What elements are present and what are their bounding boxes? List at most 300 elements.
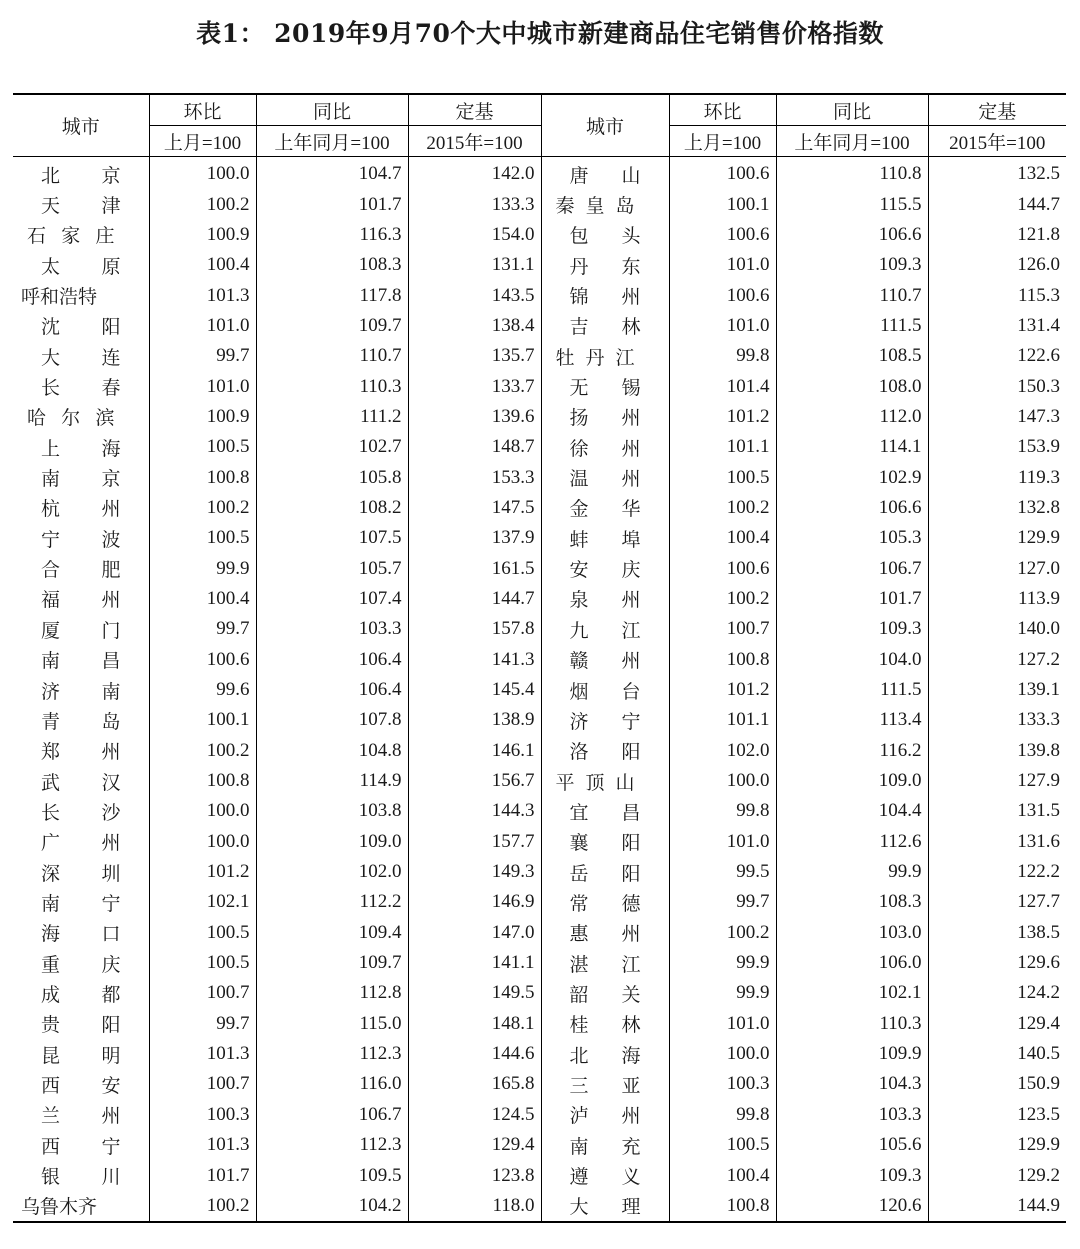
city-name: 济 南 <box>41 680 121 703</box>
city-name: 福 州 <box>41 589 121 612</box>
city-name-cell <box>541 736 669 766</box>
city-name-cell <box>541 705 669 735</box>
city-name-cell <box>541 341 669 371</box>
city-name-cell <box>541 523 669 553</box>
mom-base-header: 上月=100 <box>669 126 776 157</box>
mom-value: 102.0 <box>669 736 776 766</box>
table-row <box>13 675 1066 705</box>
fixed-value: 131.5 <box>1017 800 1060 822</box>
fixed-value: 131.6 <box>1017 830 1060 852</box>
city-name-cell <box>13 220 149 250</box>
fixed-value: 132.8 <box>1017 496 1060 518</box>
city-name: 沈 阳 <box>41 316 121 339</box>
city-name: 蚌 埠 <box>569 528 641 551</box>
mom-value: 99.8 <box>669 341 776 371</box>
city-name: 秦 皇 岛 <box>555 195 635 218</box>
mom-value: 100.2 <box>149 189 256 219</box>
yoy-value: 109.7 <box>256 948 408 978</box>
city-name-cell <box>13 584 149 614</box>
table-row <box>13 766 1066 796</box>
yoy-value: 109.3 <box>776 1160 928 1190</box>
fixed-value: 124.2 <box>1017 982 1060 1004</box>
yoy-value: 103.8 <box>256 796 408 826</box>
yoy-value: 108.0 <box>776 371 928 401</box>
mom-value: 100.5 <box>149 948 256 978</box>
yoy-value: 112.6 <box>776 827 928 857</box>
yoy-value: 115.0 <box>256 1009 408 1039</box>
mom-value: 101.3 <box>149 1130 256 1160</box>
table-row <box>13 1100 1066 1130</box>
mom-value: 99.5 <box>669 857 776 887</box>
table-row <box>13 705 1066 735</box>
fixed-value: 122.2 <box>1017 861 1060 883</box>
mom-value: 99.6 <box>149 675 256 705</box>
yoy-value: 102.9 <box>776 462 928 492</box>
yoy-value: 108.5 <box>776 341 928 371</box>
fixed-value: 147.5 <box>408 493 541 523</box>
fixed-value: 148.1 <box>408 1009 541 1039</box>
table-row <box>13 918 1066 948</box>
city-name-cell <box>13 1191 149 1222</box>
city-name-cell <box>541 402 669 432</box>
header-row-2 <box>13 126 1066 157</box>
city-name-cell <box>13 371 149 401</box>
table-row <box>13 462 1066 492</box>
yoy-value: 110.3 <box>776 1009 928 1039</box>
yoy-value: 109.3 <box>776 250 928 280</box>
table-row <box>13 1069 1066 1099</box>
table-row <box>13 371 1066 401</box>
table-row <box>13 1039 1066 1069</box>
yoy-base-header: 上年同月=100 <box>256 126 408 157</box>
city-name: 常 德 <box>569 892 641 915</box>
city-name: 宁 波 <box>41 528 121 551</box>
city-name: 南 昌 <box>41 650 121 673</box>
city-name-cell <box>13 857 149 887</box>
fixed-value: 127.0 <box>1017 557 1060 579</box>
fixed-value: 139.6 <box>408 402 541 432</box>
city-name: 昆 明 <box>41 1044 121 1067</box>
mom-value: 101.4 <box>669 371 776 401</box>
yoy-value: 108.3 <box>256 250 408 280</box>
table-row <box>13 523 1066 553</box>
fixed-value: 148.7 <box>408 432 541 462</box>
yoy-value: 106.6 <box>776 493 928 523</box>
yoy-value: 112.8 <box>256 978 408 1008</box>
yoy-value: 101.7 <box>256 189 408 219</box>
city-name: 锦 州 <box>569 286 641 309</box>
mom-value: 101.0 <box>669 250 776 280</box>
mom-value: 99.7 <box>149 341 256 371</box>
city-name: 无 锡 <box>569 377 641 400</box>
city-name: 贵 阳 <box>41 1014 121 1037</box>
yoy-value: 108.2 <box>256 493 408 523</box>
city-name: 银 川 <box>41 1166 121 1189</box>
mom-value: 100.6 <box>669 157 776 190</box>
yoy-value: 103.0 <box>776 918 928 948</box>
fixed-value: 157.8 <box>408 614 541 644</box>
city-name-cell <box>13 948 149 978</box>
yoy-base-header: 上年同月=100 <box>776 126 928 157</box>
city-name-cell <box>13 827 149 857</box>
city-name-cell <box>541 918 669 948</box>
yoy-value: 111.2 <box>256 402 408 432</box>
fixed-value: 133.3 <box>408 189 541 219</box>
city-name: 扬 州 <box>569 407 641 430</box>
fixed-value: 131.4 <box>1017 314 1060 336</box>
city-name: 乌鲁木齐 <box>21 1196 98 1219</box>
fixed-value: 127.2 <box>1017 648 1060 670</box>
fixed-value: 113.9 <box>1017 587 1060 609</box>
fixed-value: 141.3 <box>408 645 541 675</box>
yoy-value: 106.4 <box>256 645 408 675</box>
city-name-cell <box>541 189 669 219</box>
mom-value: 100.8 <box>669 1191 776 1222</box>
mom-value: 100.2 <box>149 1191 256 1222</box>
yoy-value: 112.2 <box>256 887 408 917</box>
city-name-cell <box>13 311 149 341</box>
mom-value: 100.4 <box>149 250 256 280</box>
city-name-cell <box>13 1009 149 1039</box>
yoy-value: 120.6 <box>776 1191 928 1222</box>
yoy-value: 110.7 <box>256 341 408 371</box>
mom-value: 101.2 <box>669 402 776 432</box>
city-name-cell <box>13 1130 149 1160</box>
yoy-value: 109.0 <box>776 766 928 796</box>
fixed-value: 129.9 <box>1017 1134 1060 1156</box>
mom-value: 100.6 <box>149 645 256 675</box>
fixed-value: 149.5 <box>408 978 541 1008</box>
city-name: 太 原 <box>41 255 121 278</box>
yoy-value: 111.5 <box>776 311 928 341</box>
city-name-cell <box>13 1039 149 1069</box>
table-row <box>13 250 1066 280</box>
yoy-value: 111.5 <box>776 675 928 705</box>
city-name-cell <box>541 1160 669 1190</box>
city-header: 城市 <box>541 94 669 157</box>
fixed-value: 127.9 <box>1017 770 1060 792</box>
mom-base-header: 上月=100 <box>149 126 256 157</box>
mom-value: 100.4 <box>669 1160 776 1190</box>
yoy-value: 105.6 <box>776 1130 928 1160</box>
mom-header: 环比 <box>669 94 776 126</box>
yoy-value: 114.9 <box>256 766 408 796</box>
mom-value: 101.0 <box>669 827 776 857</box>
fixed-value: 141.1 <box>408 948 541 978</box>
mom-value: 100.5 <box>149 523 256 553</box>
city-name-cell <box>13 1160 149 1190</box>
city-name-cell <box>13 614 149 644</box>
fixed-value: 139.1 <box>1017 679 1060 701</box>
fixed-value: 139.8 <box>1017 739 1060 761</box>
mom-value: 101.0 <box>149 371 256 401</box>
city-name-cell <box>541 857 669 887</box>
table-row <box>13 645 1066 675</box>
city-name-cell <box>541 766 669 796</box>
yoy-value: 106.0 <box>776 948 928 978</box>
fixed-value: 123.5 <box>1017 1103 1060 1125</box>
fixed-value: 140.0 <box>1017 618 1060 640</box>
table-row <box>13 402 1066 432</box>
table-row <box>13 1009 1066 1039</box>
city-name-cell <box>13 1069 149 1099</box>
fixed-value: 119.3 <box>1017 466 1060 488</box>
table-row <box>13 978 1066 1008</box>
fixed-value: 124.5 <box>408 1100 541 1130</box>
mom-value: 100.7 <box>149 1069 256 1099</box>
city-name: 广 州 <box>41 832 121 855</box>
table-row <box>13 948 1066 978</box>
fixed-value: 133.3 <box>1017 709 1060 731</box>
city-name: 泉 州 <box>569 589 641 612</box>
mom-value: 100.0 <box>149 827 256 857</box>
city-name-cell <box>13 553 149 583</box>
fixed-value: 144.7 <box>1017 193 1060 215</box>
yoy-value: 112.3 <box>256 1039 408 1069</box>
city-name: 唐 山 <box>569 164 641 187</box>
yoy-value: 101.7 <box>776 584 928 614</box>
city-name: 哈 尔 滨 <box>27 407 115 430</box>
city-name: 重 庆 <box>41 953 121 976</box>
city-name: 兰 州 <box>41 1105 121 1128</box>
yoy-value: 104.8 <box>256 736 408 766</box>
yoy-value: 104.3 <box>776 1069 928 1099</box>
table-row <box>13 584 1066 614</box>
mom-value: 100.4 <box>149 584 256 614</box>
mom-value: 100.8 <box>149 462 256 492</box>
mom-value: 101.3 <box>149 280 256 310</box>
mom-value: 101.1 <box>669 705 776 735</box>
city-name-cell <box>13 978 149 1008</box>
city-name-cell <box>541 978 669 1008</box>
mom-value: 99.8 <box>669 796 776 826</box>
fixed-value: 157.7 <box>408 827 541 857</box>
yoy-value: 106.6 <box>776 220 928 250</box>
city-name: 青 岛 <box>41 710 121 733</box>
fixed-value: 121.8 <box>1017 223 1060 245</box>
mom-value: 99.7 <box>149 614 256 644</box>
yoy-value: 106.7 <box>256 1100 408 1130</box>
city-name: 桂 林 <box>569 1014 641 1037</box>
yoy-value: 104.4 <box>776 796 928 826</box>
city-name: 吉 林 <box>569 316 641 339</box>
city-name: 襄 阳 <box>569 832 641 855</box>
city-name-cell <box>541 1130 669 1160</box>
city-name: 丹 东 <box>569 255 641 278</box>
yoy-value: 109.5 <box>256 1160 408 1190</box>
fixed-value: 138.5 <box>1017 921 1060 943</box>
yoy-value: 99.9 <box>776 857 928 887</box>
yoy-value: 113.4 <box>776 705 928 735</box>
city-name: 惠 州 <box>569 923 641 946</box>
fixed-value: 143.5 <box>408 280 541 310</box>
mom-value: 100.7 <box>149 978 256 1008</box>
table-row <box>13 614 1066 644</box>
yoy-value: 116.3 <box>256 220 408 250</box>
mom-value: 100.1 <box>669 189 776 219</box>
city-header: 城市 <box>13 94 149 157</box>
city-name: 成 都 <box>41 983 121 1006</box>
mom-value: 100.2 <box>149 493 256 523</box>
fixed-value: 123.8 <box>408 1160 541 1190</box>
fixed-value: 135.7 <box>408 341 541 371</box>
table-row <box>13 1160 1066 1190</box>
city-name-cell <box>13 736 149 766</box>
yoy-value: 107.8 <box>256 705 408 735</box>
table-row <box>13 189 1066 219</box>
fixed-value: 150.9 <box>1017 1073 1060 1095</box>
city-name-cell <box>13 523 149 553</box>
mom-value: 100.9 <box>149 220 256 250</box>
yoy-value: 110.3 <box>256 371 408 401</box>
city-name-cell <box>13 918 149 948</box>
mom-value: 100.7 <box>669 614 776 644</box>
city-name: 石 家 庄 <box>27 225 115 248</box>
yoy-value: 109.4 <box>256 918 408 948</box>
fixed-value: 118.0 <box>408 1191 541 1222</box>
city-name: 徐 州 <box>569 437 641 460</box>
city-name-cell <box>541 1039 669 1069</box>
yoy-value: 108.3 <box>776 887 928 917</box>
city-name: 呼和浩特 <box>21 286 98 309</box>
mom-value: 100.8 <box>669 645 776 675</box>
mom-value: 101.0 <box>149 311 256 341</box>
fixed-value: 129.2 <box>1017 1164 1060 1186</box>
city-name-cell <box>13 280 149 310</box>
city-name-cell <box>541 432 669 462</box>
yoy-value: 115.5 <box>776 189 928 219</box>
yoy-value: 109.9 <box>776 1039 928 1069</box>
city-name: 西 宁 <box>41 1135 121 1158</box>
city-name-cell <box>13 1100 149 1130</box>
fixed-value: 126.0 <box>1017 254 1060 276</box>
city-name-cell <box>541 948 669 978</box>
city-name: 烟 台 <box>569 680 641 703</box>
mom-value: 100.3 <box>149 1100 256 1130</box>
city-name-cell <box>541 887 669 917</box>
table-row <box>13 157 1066 190</box>
city-name-cell <box>541 584 669 614</box>
city-name: 温 州 <box>569 468 641 491</box>
yoy-value: 116.0 <box>256 1069 408 1099</box>
mom-value: 100.5 <box>149 432 256 462</box>
mom-value: 99.9 <box>669 978 776 1008</box>
city-name: 南 充 <box>569 1135 641 1158</box>
table-row <box>13 796 1066 826</box>
yoy-value: 116.2 <box>776 736 928 766</box>
fixed-value: 156.7 <box>408 766 541 796</box>
city-name-cell <box>13 766 149 796</box>
yoy-value: 103.3 <box>256 614 408 644</box>
city-name-cell <box>13 432 149 462</box>
mom-header: 环比 <box>149 94 256 126</box>
fixed-value: 144.9 <box>1017 1194 1060 1216</box>
header-row-1 <box>13 94 1066 126</box>
fixed-value: 115.3 <box>1017 284 1060 306</box>
yoy-value: 103.3 <box>776 1100 928 1130</box>
fixed-value: 154.0 <box>408 220 541 250</box>
city-name: 九 江 <box>569 619 641 642</box>
city-name-cell <box>13 705 149 735</box>
yoy-value: 107.5 <box>256 523 408 553</box>
mom-value: 99.9 <box>149 553 256 583</box>
fixed-value: 153.9 <box>1017 436 1060 458</box>
city-name-cell <box>13 675 149 705</box>
fixed-value: 144.3 <box>408 796 541 826</box>
fixed-value: 137.9 <box>408 523 541 553</box>
mom-value: 100.8 <box>149 766 256 796</box>
fixed-value: 142.0 <box>408 157 541 190</box>
fixed-value: 145.4 <box>408 675 541 705</box>
mom-value: 101.3 <box>149 1039 256 1069</box>
fixed-value: 131.1 <box>408 250 541 280</box>
fixed-value: 161.5 <box>408 553 541 583</box>
fixed-value: 129.9 <box>1017 527 1060 549</box>
fixed-value: 127.7 <box>1017 891 1060 913</box>
yoy-value: 109.7 <box>256 311 408 341</box>
yoy-value: 109.0 <box>256 827 408 857</box>
city-name: 长 沙 <box>41 801 121 824</box>
table-row <box>13 553 1066 583</box>
fixed-value: 144.6 <box>408 1039 541 1069</box>
yoy-header: 同比 <box>776 94 928 126</box>
mom-value: 99.8 <box>669 1100 776 1130</box>
city-name-cell <box>13 493 149 523</box>
table-row <box>13 432 1066 462</box>
city-name-cell <box>13 157 149 190</box>
mom-value: 100.5 <box>669 1130 776 1160</box>
mom-value: 100.9 <box>149 402 256 432</box>
mom-value: 100.4 <box>669 523 776 553</box>
fixed-header: 定基 <box>408 94 541 126</box>
fixed-value: 153.3 <box>408 462 541 492</box>
city-name: 洛 阳 <box>569 741 641 764</box>
city-name-cell <box>541 250 669 280</box>
fixed-value: 149.3 <box>408 857 541 887</box>
city-name: 赣 州 <box>569 650 641 673</box>
yoy-value: 105.3 <box>776 523 928 553</box>
city-name-cell <box>541 553 669 583</box>
fixed-value: 140.5 <box>1017 1043 1060 1065</box>
city-name-cell <box>13 402 149 432</box>
yoy-value: 104.2 <box>256 1191 408 1222</box>
fixed-value: 122.6 <box>1017 345 1060 367</box>
table-row <box>13 220 1066 250</box>
fixed-base-header: 2015年=100 <box>408 126 541 157</box>
yoy-value: 110.8 <box>776 157 928 190</box>
fixed-value: 133.7 <box>408 371 541 401</box>
city-name-cell <box>13 645 149 675</box>
city-name: 平 顶 山 <box>555 771 635 794</box>
mom-value: 100.0 <box>669 1039 776 1069</box>
city-name-cell <box>541 311 669 341</box>
city-name-cell <box>13 189 149 219</box>
yoy-value: 112.3 <box>256 1130 408 1160</box>
city-name: 安 庆 <box>569 559 641 582</box>
city-name-cell <box>541 1100 669 1130</box>
city-name: 长 春 <box>41 377 121 400</box>
city-name: 韶 关 <box>569 983 641 1006</box>
city-name-cell <box>541 1069 669 1099</box>
city-name: 大 理 <box>569 1196 641 1219</box>
city-name: 天 津 <box>41 195 121 218</box>
yoy-value: 106.4 <box>256 675 408 705</box>
fixed-value: 138.9 <box>408 705 541 735</box>
fixed-value: 146.9 <box>408 887 541 917</box>
city-name-cell <box>541 827 669 857</box>
city-name: 牡 丹 江 <box>555 346 635 369</box>
mom-value: 101.2 <box>669 675 776 705</box>
